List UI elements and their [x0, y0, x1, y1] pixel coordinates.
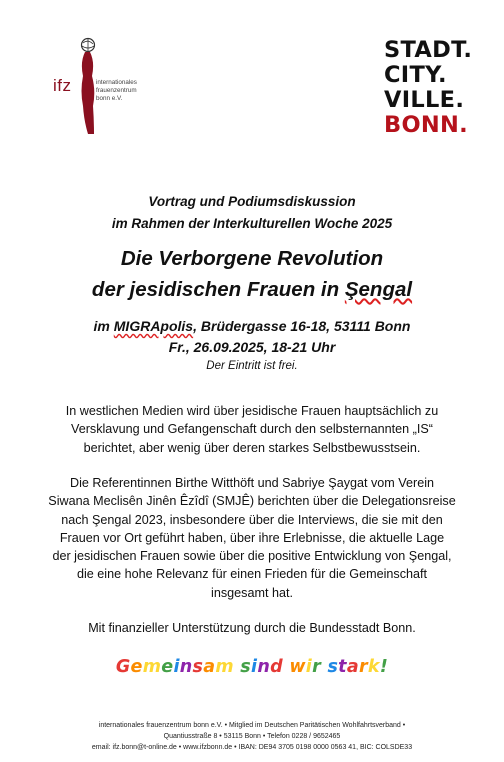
slogan-letter: k: [367, 657, 380, 677]
event-title-line1: Die Verborgene Revolution: [120, 247, 384, 270]
paragraph-line: nach Şengal 2023, insbesondere über die Interviews, die sie mit den: [61, 512, 443, 527]
paragraph-line: Die Referentinnen Birthe Witthöft und Sabriye Şaygat vom Verein: [69, 476, 434, 490]
slogan-letter: i: [305, 657, 313, 677]
slogan-letter: n: [257, 657, 271, 677]
paragraph-line: In westlichen Medien wird über jesidische Frauen hauptsächlich zu: [65, 404, 439, 418]
slogan-letter: m: [142, 657, 162, 677]
description-paragraph-2: [0, 474, 504, 602]
footer-line: internationales frauenzentrum bonn e.V. • Mitglied im Deutschen Paritätischen Wohlfahrtsverband •: [98, 722, 406, 729]
venue-prefix: im: [93, 318, 114, 334]
paragraph-line: Versklavung und Gefangenschaft durch den selbsternannten „IS“: [71, 422, 433, 437]
intro-line: im Rahmen der Interkulturellen Woche 2025: [111, 216, 393, 231]
slogan-letter: t: [338, 657, 347, 677]
venue-name: MIGRApolis: [113, 318, 194, 334]
event-venue: [0, 318, 504, 334]
ifz-logo-letters: ifz: [53, 76, 72, 95]
intro-line: Vortrag und Podiumsdiskussion: [148, 194, 356, 209]
footer-line: Quantiusstraße 8 • 53115 Bonn • Telefon 0228 / 9652465: [163, 733, 341, 740]
slogan-letter: d: [270, 657, 283, 677]
slogan-letter: w: [289, 657, 306, 677]
event-date: Fr., 26.09.2025, 18-21 Uhr: [168, 339, 336, 355]
slogan-letter: s: [240, 657, 252, 677]
slogan-letter: s: [327, 657, 339, 677]
slogan-letter: m: [215, 657, 234, 677]
paragraph-line: die eine hohe Relevanz für einen Frieden für die Gemeinschaft: [76, 567, 428, 582]
city-logo-line-bonn: BONN.: [384, 112, 468, 138]
slogan-letter: n: [179, 657, 193, 677]
city-logo-line: CITY.: [384, 62, 447, 88]
slogan-letter: e: [130, 657, 143, 677]
slogan-letter: e: [161, 657, 174, 677]
slogan-letter: a: [203, 657, 216, 677]
city-logo-line: STADT.: [384, 37, 473, 63]
city-of-bonn-logo: [384, 38, 472, 138]
slogan-letter: a: [346, 657, 359, 677]
paragraph-line: Frauen vor Ort geführt haben, über ihre Erlebnisse, die aktuelle Lage: [59, 530, 445, 545]
slogan-letter: G: [115, 657, 131, 677]
slogan-letter: s: [192, 657, 204, 677]
ifz-tagline-line: bonn e.V.: [96, 95, 123, 102]
city-logo-line: VILLE.: [384, 87, 465, 113]
paragraph-line: berichtet, aber wenig über deren starkes Selbstbewusstsein.: [83, 440, 421, 455]
description-paragraph-1: [0, 402, 504, 457]
footer-line: email: ifz.bonn@t-online.de • www.ifzbonn.de • IBAN: DE94 3705 0198 0000 0563 41, BIC: COLSDE33: [91, 744, 413, 751]
ifz-tagline-line: frauenzentrum: [96, 87, 137, 94]
slogan-letter: i: [251, 657, 258, 677]
funding-note: Mit finanzieller Unterstützung durch die Bundesstadt Bonn.: [88, 621, 416, 635]
slogan-letter: !: [379, 657, 389, 677]
slogan-letter: r: [312, 657, 322, 677]
event-title-line2: [0, 278, 504, 302]
slogan-letter: r: [358, 657, 368, 677]
title-text: der jesidischen Frauen in: [91, 278, 345, 301]
venue-address: , Brüdergasse 16-18, 53111 Bonn: [193, 318, 411, 334]
ifz-tagline-line: internationales: [96, 79, 137, 86]
title-place: Şengal: [344, 278, 413, 301]
slogan: [0, 657, 504, 677]
paragraph-line: der jesidischen Frauen sowie über die positive Entwicklung von Şengal,: [52, 549, 452, 564]
slogan-letter: i: [173, 657, 180, 677]
paragraph-line: insgesamt hat.: [211, 585, 293, 600]
admission-note: Der Eintritt ist frei.: [206, 360, 298, 372]
ifz-logo-tagline: [96, 79, 137, 103]
paragraph-line: Siwana Meclisên Jinên Êzîdî (SMJÊ) berichten über die Delegationsreise: [48, 494, 456, 509]
